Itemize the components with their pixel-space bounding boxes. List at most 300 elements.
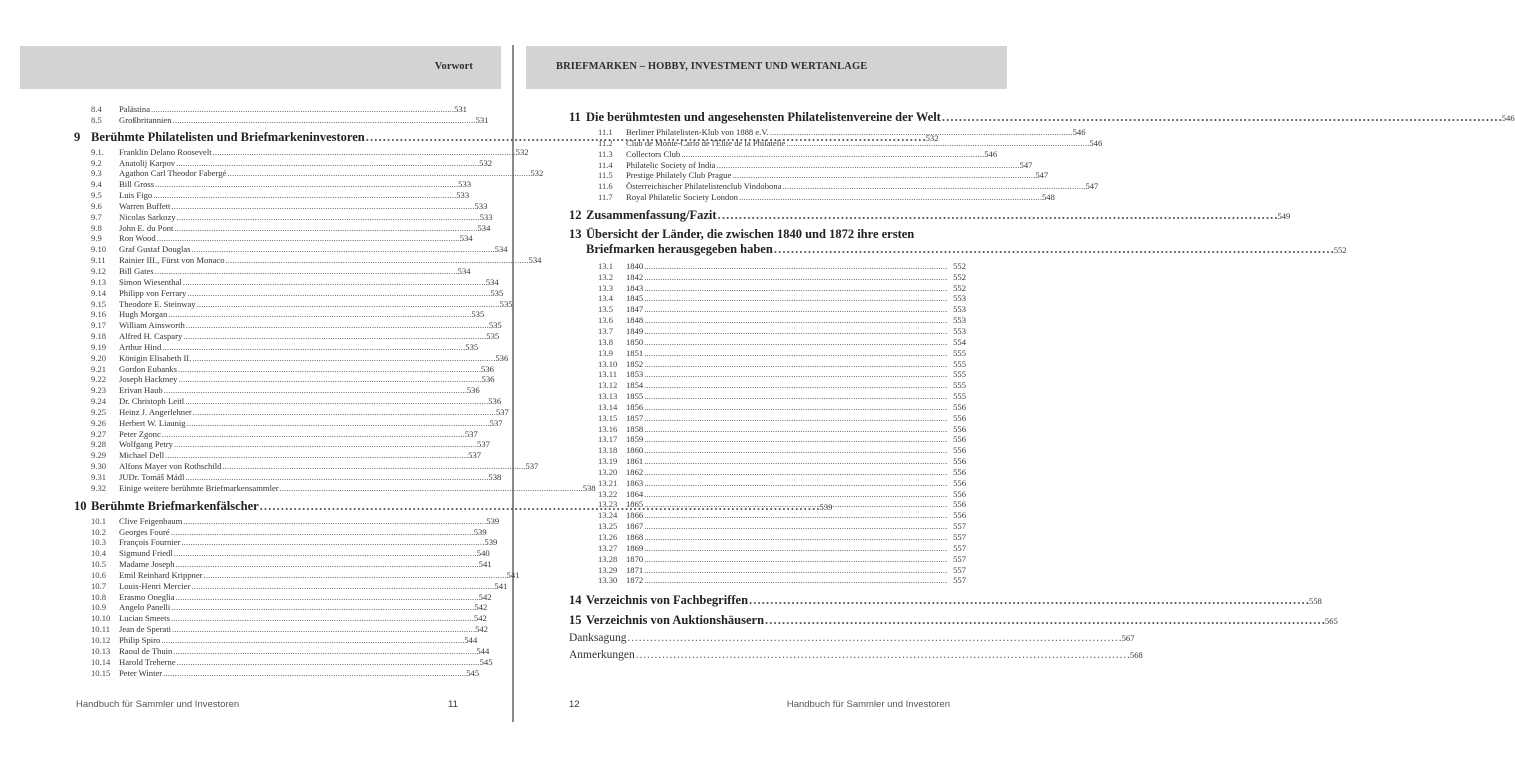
toc-chapter-13[interactable]	[569, 226, 1347, 261]
entry-number: 9.3	[91, 168, 102, 179]
dot-leader	[226, 255, 528, 266]
dot-leader	[644, 261, 952, 272]
toc-entry[interactable]	[74, 450, 482, 461]
dot-leader	[178, 364, 480, 375]
entry-title: 1867	[626, 521, 644, 532]
entry-number: 13.12	[598, 380, 618, 391]
entry-number: 11.1	[598, 127, 613, 137]
entry-title: 1871	[626, 564, 644, 575]
chapter-title: Berühmte Briefmarkenfälscher	[91, 498, 259, 513]
entry-number: 9.30	[91, 461, 107, 472]
dot-leader	[164, 385, 466, 396]
dot-leader	[644, 380, 952, 391]
page-ref: 557	[953, 542, 966, 553]
entry-number: 13.13	[598, 391, 618, 402]
dot-leader	[174, 223, 476, 234]
toc-entry[interactable]	[74, 602, 488, 613]
entry-title: 1843	[626, 282, 644, 293]
entry-title: Anatolij Karpov	[119, 157, 176, 168]
entry-number: 11.3	[598, 148, 613, 159]
toc-entry[interactable]	[74, 428, 478, 440]
entry-title: Alfred H. Caspary	[119, 331, 183, 342]
dot-leader	[644, 543, 952, 554]
entry-title: Großbritannien	[119, 114, 172, 125]
dot-leader	[644, 359, 952, 370]
entry-number: 13.24	[598, 510, 618, 521]
toc-entry[interactable]	[569, 348, 966, 359]
entry-title: 1860	[626, 445, 644, 456]
page-ref: 557	[953, 553, 966, 564]
toc-entry[interactable]	[569, 489, 966, 500]
entry-title: Philipp von Ferrary	[119, 287, 187, 298]
chapter-title: Die berühmtesten und angesehensten Philatelistenvereine der Welt	[586, 110, 941, 124]
toc-entry[interactable]	[74, 222, 491, 234]
page-ref: 557	[953, 532, 966, 542]
toc-entry[interactable]	[569, 272, 966, 283]
entry-title: Joseph Hackmey	[119, 374, 178, 385]
toc-entry[interactable]	[569, 565, 966, 576]
entry-title: Alfons Mayer von Rothschild	[119, 461, 222, 472]
toc-chapter-15[interactable]	[569, 610, 1338, 630]
toc-entry[interactable]	[74, 298, 513, 310]
toc-entry[interactable]	[74, 396, 502, 407]
dot-leader	[183, 331, 485, 342]
entry-number: 10.10	[91, 613, 111, 624]
dot-leader	[155, 266, 457, 277]
dot-leader	[644, 467, 952, 478]
toc-entry[interactable]	[569, 170, 1049, 181]
toc-entry[interactable]	[569, 456, 966, 467]
toc-entry[interactable]	[569, 543, 966, 554]
toc-entry[interactable]	[569, 391, 966, 402]
entry-number: 9.26	[91, 417, 107, 428]
page-ref: 533	[479, 211, 493, 222]
page-ref: 531	[454, 104, 467, 114]
toc-entry[interactable]	[74, 439, 490, 450]
page-ref: 556	[953, 412, 966, 423]
page-ref: 556	[953, 499, 966, 510]
entry-number: 13.17	[598, 434, 618, 445]
page-ref: 535	[488, 320, 502, 331]
toc-entry[interactable]	[569, 521, 966, 532]
page-ref: 535	[465, 341, 479, 352]
page-ref: 557	[953, 564, 966, 575]
dot-leader	[644, 478, 952, 489]
dot-leader	[782, 181, 1084, 192]
toc-entry[interactable]	[569, 467, 966, 478]
page-ref: 537	[525, 461, 539, 472]
entry-title: Peter Winter	[119, 667, 163, 678]
dot-leader	[644, 402, 952, 413]
dot-leader	[181, 537, 483, 548]
toc-entry[interactable]	[74, 417, 503, 429]
entry-title: Palästina	[119, 104, 151, 114]
page-ref: 547	[1035, 170, 1049, 181]
toc-entry[interactable]	[569, 434, 966, 445]
toc-entry[interactable]	[569, 192, 1055, 203]
entry-number: 9.9	[91, 233, 102, 244]
entry-title: Luis Figo	[119, 190, 153, 201]
chapter-number: 11	[569, 110, 581, 124]
page-ref: 538	[582, 482, 596, 493]
entry-title: John E. du Pont	[119, 222, 174, 233]
page-ref: 536	[466, 385, 480, 396]
page-ref: 539	[473, 526, 487, 537]
toc-entry[interactable]	[74, 341, 479, 353]
page-ref: 558	[1308, 596, 1322, 607]
entry-title: Anmerkungen	[569, 649, 635, 662]
page-ref: 555	[953, 369, 966, 380]
toc-entry[interactable]	[74, 157, 493, 169]
entry-number: 13.20	[598, 466, 618, 477]
toc-entry[interactable]	[74, 265, 471, 277]
entry-number: 9.31	[91, 472, 107, 482]
toc-entry[interactable]	[569, 304, 966, 315]
toc-entry[interactable]	[74, 352, 509, 364]
entry-title: Jean de Sperati	[119, 624, 172, 635]
toc-entry[interactable]	[74, 461, 539, 472]
page-ref: 542	[473, 613, 487, 624]
dot-leader	[644, 391, 952, 402]
page-ref: 546	[984, 148, 998, 159]
entry-title: Heinz J. Angerlehner	[119, 406, 192, 417]
dot-leader	[644, 575, 952, 586]
entry-title: Arthur Hind	[119, 341, 162, 352]
toc-entry[interactable]	[569, 445, 966, 456]
entry-number: 9.4	[91, 179, 102, 190]
toc-chapter-14[interactable]	[569, 590, 1322, 610]
toc-entry[interactable]	[74, 667, 480, 679]
toc-entry[interactable]	[569, 283, 966, 294]
toc-chapter-11[interactable]	[569, 107, 1515, 127]
toc-entry[interactable]	[74, 287, 504, 299]
page-ref: 539	[484, 537, 498, 548]
footer-page-number: 12	[569, 699, 580, 710]
entry-number: 10.2	[91, 526, 107, 537]
entry-number: 10.5	[91, 559, 107, 570]
chapter-number: 14	[569, 593, 582, 608]
dot-leader	[644, 369, 952, 380]
page-ref: 536	[488, 396, 502, 407]
toc-entry[interactable]	[74, 179, 472, 190]
page-ref: 536	[481, 363, 494, 374]
entry-title: 1857	[626, 412, 644, 423]
entry-number: 13.23	[598, 499, 618, 510]
entry-number: 9.22	[91, 374, 107, 385]
entry-title: Erivan Haub	[119, 385, 163, 396]
entry-title: Bill Gates	[119, 265, 154, 276]
entry-number: 9.29	[91, 450, 107, 461]
page-ref: 534	[494, 244, 508, 255]
entry-title: Österreichischer Philatelistenclub Vindobona	[626, 181, 782, 192]
entry-number: 9.6	[91, 200, 102, 211]
chapter-title: Verzeichnis von Fachbegriffen	[586, 593, 749, 608]
dot-leader	[644, 337, 952, 348]
page-ref: 532	[925, 132, 939, 143]
entry-title: 1853	[626, 369, 644, 380]
entry-number: 10.4	[91, 548, 107, 559]
toc-entry[interactable]	[569, 359, 966, 370]
entry-number: 10.11	[91, 624, 111, 635]
dot-leader	[732, 170, 1034, 181]
footer-book-title: Handbuch für Sammler und Investoren	[786, 699, 950, 710]
dot-leader	[644, 326, 952, 337]
dot-leader	[786, 138, 1088, 149]
entry-number: 9.2	[91, 157, 102, 168]
toc-backmatter-entry[interactable]	[569, 647, 1143, 664]
page-ref: 549	[1277, 210, 1291, 221]
toc-entry[interactable]	[569, 554, 966, 565]
entry-title: 1858	[626, 423, 644, 434]
entry-title: Philip Spiro	[119, 634, 161, 645]
toc-entry[interactable]	[74, 255, 542, 266]
toc-entry[interactable]	[569, 148, 998, 160]
entry-number: 13.3	[598, 282, 614, 293]
entry-number: 13.2	[598, 271, 614, 282]
entry-title: Emil Reinhard Krippner	[119, 569, 203, 580]
dot-leader	[942, 107, 1501, 127]
chapter-number: 12	[569, 207, 582, 222]
toc-backmatter-entry[interactable]	[569, 630, 1135, 647]
dot-leader	[163, 668, 465, 679]
entry-number: 9.11	[91, 255, 106, 266]
toc-entry[interactable]	[74, 309, 485, 320]
entry-number: 13.9	[598, 347, 614, 358]
page-ref: 537	[495, 406, 509, 417]
entry-number: 13.10	[598, 358, 618, 369]
toc-entry[interactable]	[569, 478, 966, 489]
dot-leader	[177, 657, 479, 668]
toc-entry[interactable]	[74, 569, 520, 581]
toc-entry[interactable]	[569, 315, 966, 326]
page-ref: 553	[953, 325, 966, 336]
page-ref: 557	[953, 575, 966, 586]
dot-leader	[171, 201, 473, 212]
toc-entry[interactable]	[74, 244, 508, 255]
entry-number: 13.14	[598, 401, 618, 412]
toc-entry[interactable]	[569, 510, 966, 521]
running-header-title: Vorwort	[434, 61, 473, 72]
toc-entry[interactable]	[74, 526, 487, 538]
dot-leader	[192, 244, 494, 255]
entry-title: 1847	[626, 304, 644, 315]
page-ref: 532	[479, 157, 493, 168]
toc-entry[interactable]	[74, 624, 488, 635]
entry-title: 1865	[626, 499, 644, 510]
toc-entry[interactable]	[569, 127, 1086, 138]
table-of-contents-right	[569, 107, 1515, 664]
dot-leader	[162, 342, 464, 353]
dot-leader	[157, 233, 459, 244]
toc-entry[interactable]	[74, 406, 509, 418]
page-ref: 556	[953, 510, 966, 521]
toc-entry[interactable]	[569, 181, 1099, 192]
page-ref: 535	[490, 287, 504, 298]
toc-entry[interactable]	[74, 320, 502, 331]
page-ref: 565	[1324, 616, 1338, 627]
entry-number: 9.15	[91, 298, 107, 309]
dot-leader	[177, 212, 479, 223]
dot-leader	[174, 548, 476, 559]
page-ref: 555	[953, 380, 966, 391]
toc-entry[interactable]	[74, 515, 500, 527]
toc-entry[interactable]	[74, 559, 492, 570]
dot-leader	[185, 396, 487, 407]
entry-title: 1840	[626, 260, 644, 271]
toc-entry[interactable]	[74, 233, 473, 244]
dot-leader	[151, 104, 453, 115]
page-ref: 546	[1501, 113, 1515, 123]
entry-number: 9.32	[91, 482, 107, 493]
entry-number: 13.30	[598, 575, 618, 586]
entry-title: JUDr. Tomáš Mádl	[119, 472, 185, 482]
page-ref: 535	[471, 309, 485, 320]
toc-entry[interactable]	[569, 499, 966, 510]
toc-entry[interactable]	[569, 424, 966, 435]
entry-number: 13.5	[598, 304, 614, 315]
toc-entry[interactable]	[74, 580, 508, 592]
dot-leader	[173, 115, 475, 126]
toc-chapter-12[interactable]	[569, 205, 1291, 225]
entry-title: Einige weitere berühmte Briefmarkensammler	[119, 482, 279, 493]
toc-entry[interactable]	[569, 380, 966, 391]
toc-entry[interactable]	[569, 369, 966, 380]
entry-title: Agathon Carl Theodor Fabergé	[119, 168, 227, 179]
page-ref: 546	[1072, 127, 1086, 137]
running-header-left	[20, 46, 501, 89]
toc-entry[interactable]	[74, 363, 494, 375]
toc-entry[interactable]	[74, 146, 529, 158]
entry-number: 11.7	[598, 192, 613, 203]
page-ref: 541	[478, 559, 492, 570]
entry-number: 13.19	[598, 456, 618, 467]
toc-entry[interactable]	[74, 276, 499, 288]
toc-entry[interactable]	[569, 402, 966, 413]
entry-number: 10.3	[91, 537, 107, 548]
entry-number: 9.24	[91, 396, 107, 407]
page-ref: 553	[953, 315, 966, 326]
toc-entry[interactable]	[74, 331, 500, 342]
toc-entry[interactable]	[569, 337, 966, 348]
page-ref: 552	[1333, 244, 1347, 255]
toc-entry[interactable]	[74, 200, 488, 212]
entry-number: 11.5	[598, 170, 613, 181]
entry-title: Danksagung	[569, 632, 627, 645]
page-ref: 556	[953, 488, 966, 499]
chapter-title-line-2: Briefmarken herausgegeben haben	[586, 241, 773, 256]
toc-entry[interactable]	[569, 575, 966, 586]
entry-title: 1848	[626, 315, 644, 326]
toc-entry[interactable]	[74, 374, 495, 385]
toc-entry[interactable]	[74, 482, 596, 494]
entry-title: Madame Joseph	[119, 559, 175, 570]
entry-title: 1862	[626, 466, 644, 477]
page-ref: 556	[953, 401, 966, 412]
right-page	[514, 0, 1515, 768]
toc-entry[interactable]	[74, 634, 478, 646]
entry-number: 13.21	[598, 477, 618, 488]
dot-leader	[178, 374, 480, 385]
toc-entry[interactable]	[74, 168, 544, 179]
entry-title: 1855	[626, 391, 644, 402]
page-ref: 536	[481, 374, 495, 385]
entry-number: 9.27	[91, 428, 107, 439]
toc-entry[interactable]	[74, 645, 490, 657]
toc-entry[interactable]	[74, 548, 490, 559]
toc-entry[interactable]	[74, 656, 493, 668]
toc-entry[interactable]	[74, 211, 493, 223]
toc-entry[interactable]	[74, 472, 502, 483]
entry-number: 9.18	[91, 331, 107, 342]
toc-entry[interactable]	[569, 293, 966, 304]
page-ref: 542	[475, 624, 488, 635]
dot-leader	[644, 445, 952, 456]
dot-leader	[176, 158, 478, 169]
page-ref: 553	[953, 293, 966, 304]
entry-number: 10.15	[91, 667, 111, 678]
entry-number: 13.22	[598, 488, 618, 499]
entry-title: Royal Philatelic Society London	[626, 192, 738, 203]
dot-leader	[183, 516, 485, 527]
page-ref: 545	[479, 656, 493, 667]
entry-number: 11.6	[598, 181, 613, 192]
page-ref: 545	[466, 667, 480, 678]
toc-entry[interactable]	[74, 104, 467, 115]
toc-entry[interactable]	[569, 326, 966, 337]
entry-title: Louis-Henri Mercier	[119, 580, 191, 591]
dot-leader	[171, 602, 473, 613]
toc-entry[interactable]	[74, 537, 498, 548]
page-ref: 553	[953, 304, 966, 315]
entry-title: Philatelic Society of India	[626, 159, 716, 170]
toc-entry[interactable]	[569, 532, 966, 543]
toc-entry[interactable]	[569, 159, 1033, 171]
page-ref: 535	[486, 331, 500, 342]
page-ref: 552	[953, 260, 966, 271]
dot-leader	[636, 647, 1129, 664]
toc-entry[interactable]	[569, 261, 966, 272]
toc-entry[interactable]	[74, 591, 492, 603]
toc-entry[interactable]	[74, 114, 489, 126]
page-ref: 555	[953, 358, 966, 369]
page-ref: 537	[468, 450, 482, 461]
page-ref: 542	[478, 591, 492, 602]
entry-title: Berliner Philatelisten-Klub von 1888 e.V.	[626, 127, 769, 137]
dot-leader	[644, 510, 952, 521]
entry-number: 9.19	[91, 341, 107, 352]
entry-title: Lucian Smeets	[119, 613, 170, 624]
dot-leader	[183, 277, 485, 288]
page-ref: 534	[528, 255, 542, 266]
toc-entry[interactable]	[569, 413, 966, 424]
page-ref: 535	[499, 298, 513, 309]
toc-entry[interactable]	[74, 190, 470, 201]
entry-number: 9.12	[91, 265, 107, 276]
entry-number: 13.29	[598, 564, 618, 575]
toc-entry[interactable]	[74, 613, 487, 624]
entry-number: 9.8	[91, 222, 102, 233]
page-ref: 547	[1019, 159, 1033, 170]
entry-title: 1869	[626, 542, 644, 553]
entry-number: 13.16	[598, 423, 618, 434]
dot-leader	[173, 646, 475, 657]
dot-leader	[644, 272, 952, 283]
toc-entry[interactable]	[74, 385, 480, 396]
page-ref: 533	[474, 200, 488, 211]
dot-leader	[644, 348, 952, 359]
entry-number: 9.17	[91, 320, 107, 331]
chapter-number: 15	[569, 613, 582, 628]
